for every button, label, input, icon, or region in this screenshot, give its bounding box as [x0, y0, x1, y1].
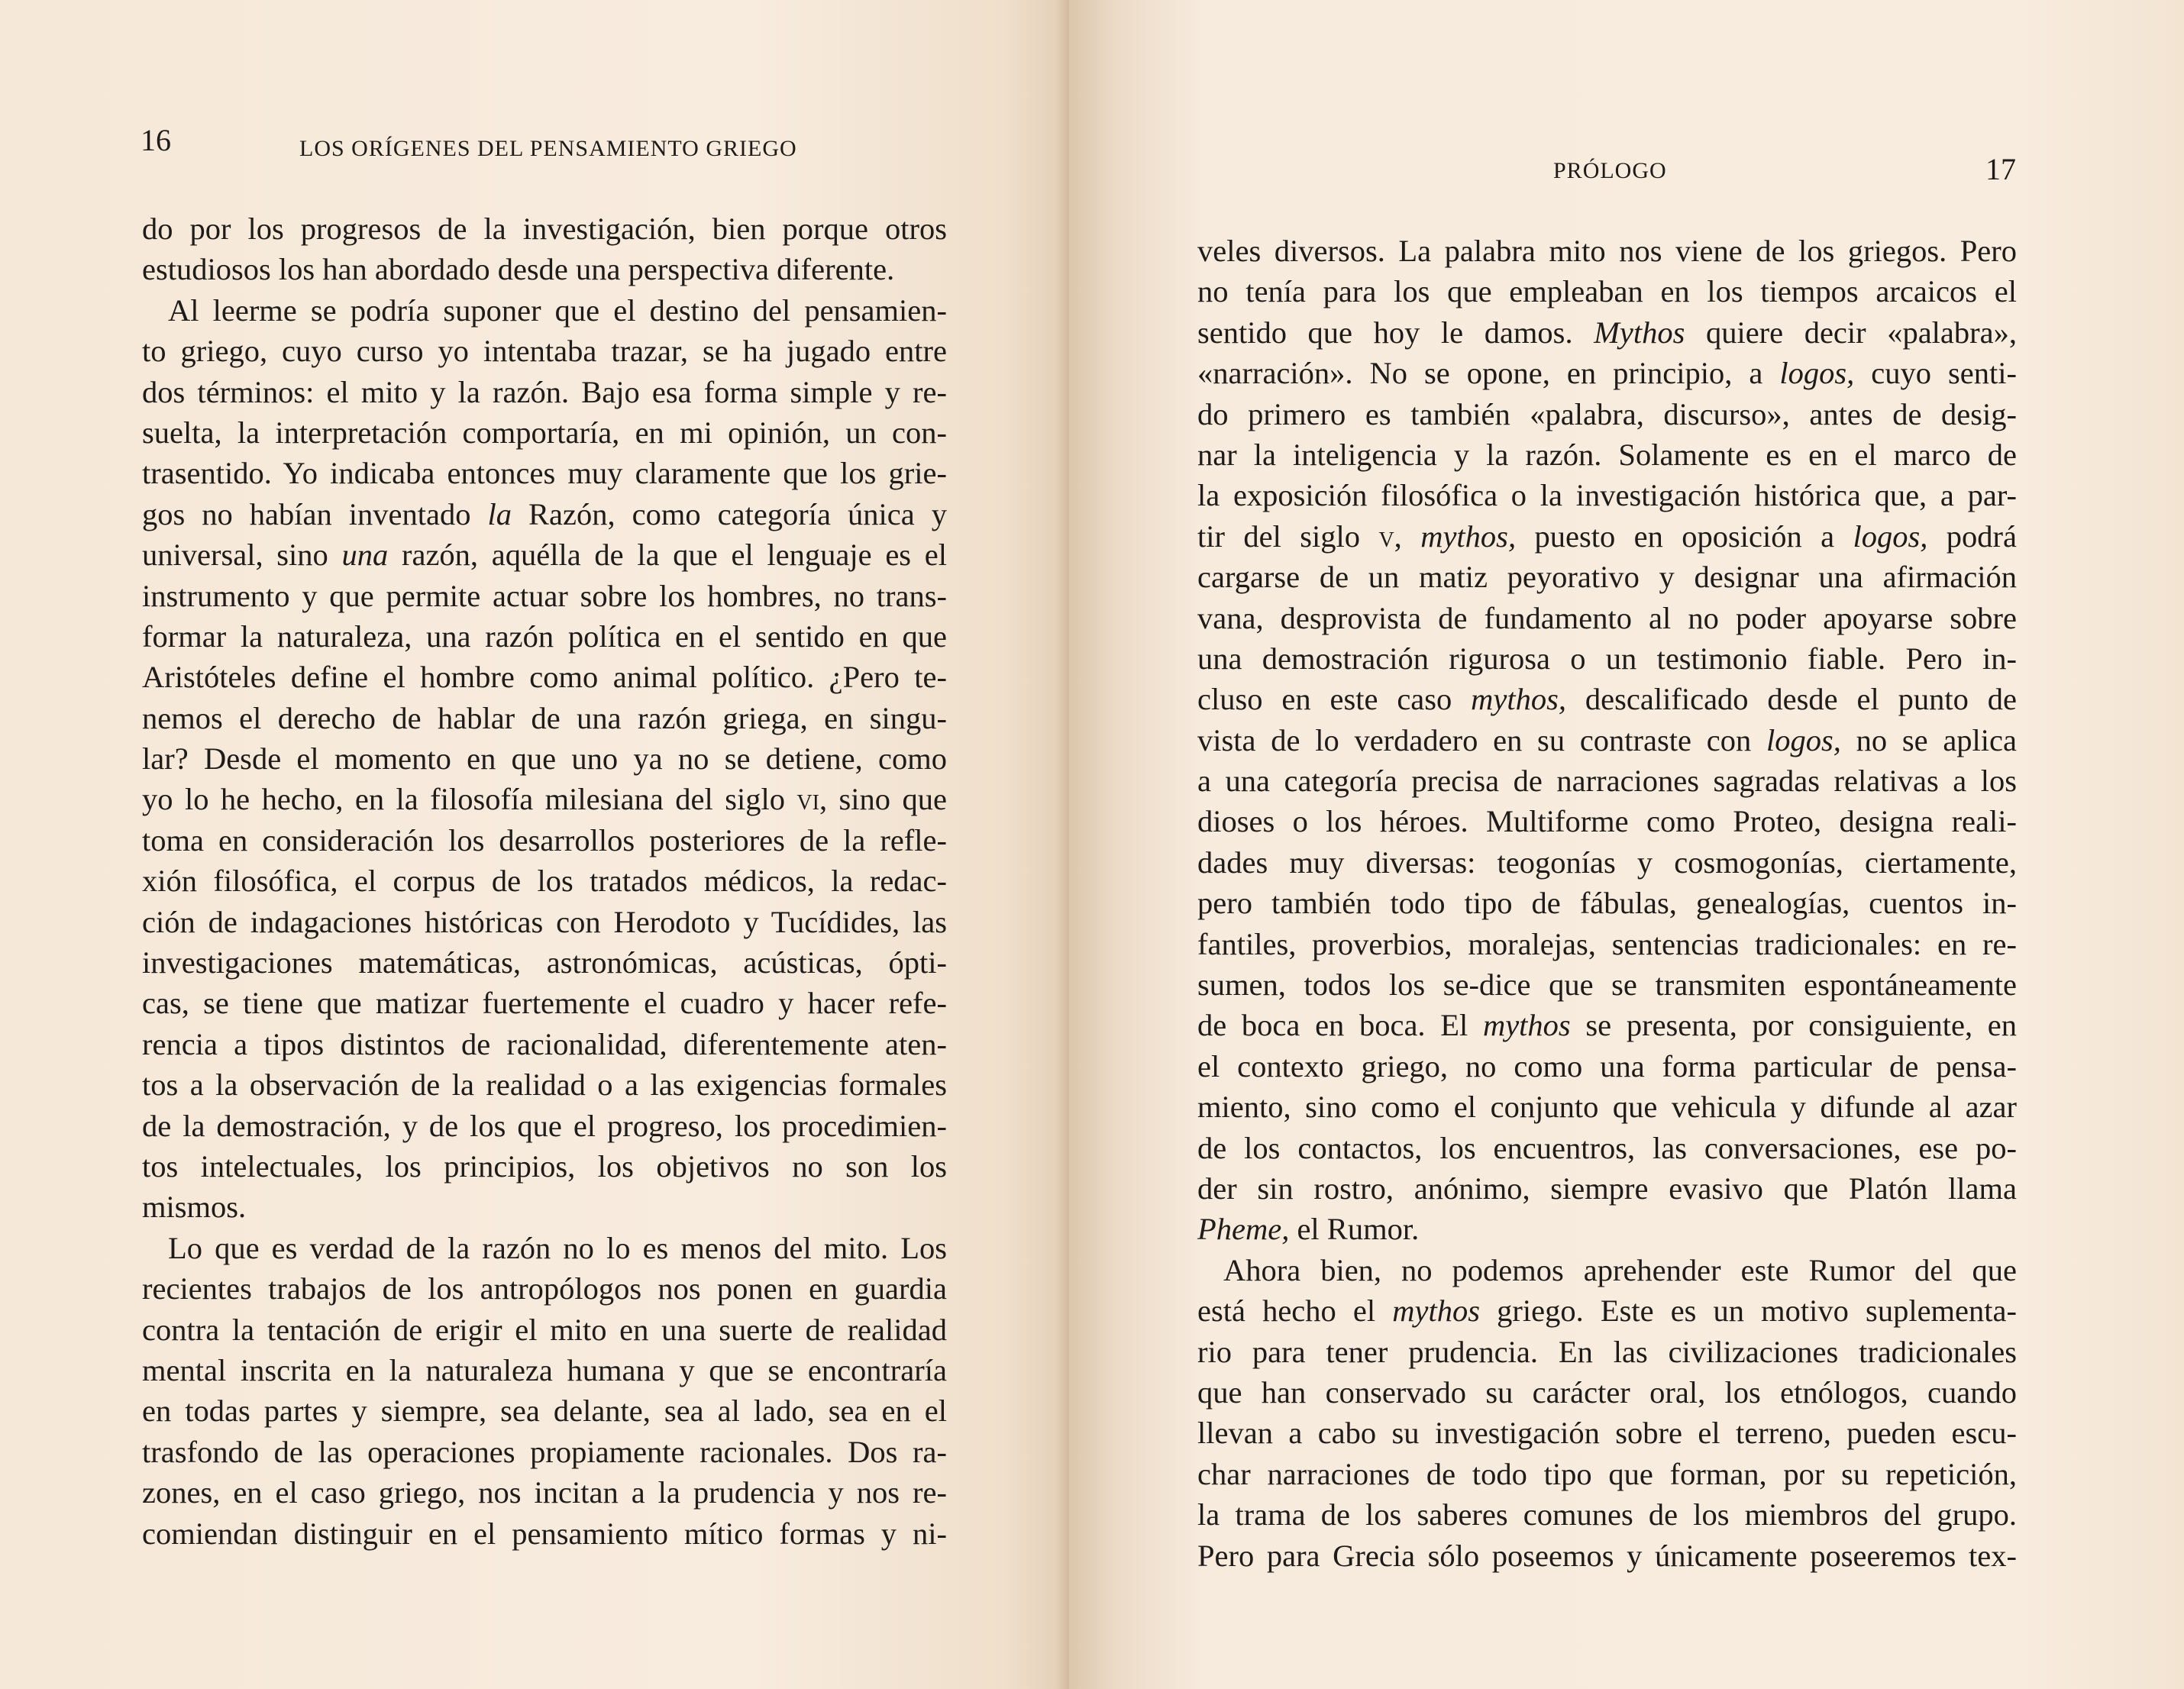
text-line: universal, sino una razón, aquélla de la que el lenguaje es el: [142, 538, 947, 573]
text-line: una demostración rigurosa o un testimonio fiable. Pero in-: [1197, 641, 2017, 676]
text-line: nar la inteligencia y la razón. Solamente es en el marco de: [1197, 437, 2017, 472]
text-line: nemos el derecho de hablar de una razón griega, en singu-: [142, 700, 947, 735]
text-line: estudiosos los han abordado desde una perspectiva diferente.: [142, 252, 895, 287]
right-running-header: PRÓLOGO: [1553, 158, 1667, 183]
text-line: la trama de los saberes comunes de los miembros del grupo.: [1197, 1497, 2017, 1532]
text-line: do por los progresos de la investigación, bien porque otros: [142, 212, 947, 246]
text-line: to griego, cuyo curso yo intentaba trazar, se ha jugado entre: [142, 334, 947, 369]
text-line: cargarse de un matiz peyorativo y designar una afirmación: [1197, 560, 2017, 595]
text-line: der sin rostro, anónimo, siempre evasivo que Platón llama: [1197, 1171, 2017, 1206]
text-line: Lo que es verdad de la razón no lo es menos del mito. Los: [168, 1230, 947, 1265]
text-line: contra la tentación de erigir el mito en una suerte de realidad: [142, 1312, 947, 1347]
text-line: está hecho el mythos griego. Este es un motivo suplementa-: [1197, 1293, 2017, 1329]
text-line: cas, se tiene que matizar fuertemente el cuadro y hacer refe-: [142, 986, 947, 1021]
text-line: mismos.: [142, 1190, 247, 1225]
text-line: vista de lo verdadero en su contraste con logos, no se aplica: [1197, 722, 2018, 757]
text-line: sumen, todos los se-dice que se transmiten espontáneamente: [1197, 967, 2017, 1003]
text-line: recientes trabajos de los antropólogos nos ponen en guardia: [142, 1271, 947, 1306]
text-line: Ahora bien, no podemos aprehender este Rumor del que: [1223, 1252, 2017, 1287]
text-line: rencia a tipos distintos de racionalidad, diferentemente aten-: [142, 1026, 947, 1061]
text-line: no tenía para los que empleaban en los tiempos arcaicos el: [1197, 274, 2017, 309]
text-line: fantiles, proverbios, moralejas, sentencias tradicionales: en re-: [1197, 926, 2017, 961]
text-line: tir del siglo v, mythos, puesto en oposición a logos, podrá: [1197, 518, 2018, 554]
text-line: gos no habían inventado la Razón, como categoría única y: [142, 496, 947, 531]
text-line: dos términos: el mito y la razón. Bajo esa forma simple y re-: [142, 374, 947, 409]
text-line: sentido que hoy le damos. Mythos quiere decir «palabra»,: [1197, 315, 2017, 350]
text-line: de los contactos, los encuentros, las conversaciones, ese po-: [1197, 1130, 2017, 1165]
text-line: de la demostración, y de los que el progreso, los procedimien-: [142, 1108, 947, 1143]
text-line: lar? Desde el momento en que uno ya no se detiene, como: [142, 741, 947, 777]
text-line: zones, en el caso griego, nos incitan a la prudencia y nos re-: [142, 1475, 947, 1510]
text-line: toma en consideración los desarrollos posteriores de la refle-: [142, 822, 947, 857]
text-line: char narraciones de todo tipo que forman, por su repetición,: [1197, 1456, 2017, 1491]
text-line: Pheme, el Rumor.: [1197, 1212, 1420, 1247]
text-line: veles diversos. La palabra mito nos viene de los griegos. Pero: [1197, 234, 2017, 268]
text-line: dioses o los héroes. Multiforme como Proteo, designa reali-: [1197, 804, 2017, 839]
left-body-text: [142, 208, 947, 1554]
text-line: mental inscrita en la naturaleza humana y que se encontraría: [142, 1352, 947, 1387]
text-line: dades muy diversas: teogonías y cosmogonías, ciertamente,: [1197, 844, 2017, 880]
left-page-number: 16: [141, 123, 171, 157]
text-line: en todas partes y siempre, sea delante, sea al lado, sea en el: [142, 1394, 947, 1429]
right-body-text: [1197, 231, 2017, 1576]
left-running-header: LOS ORÍGENES DEL PENSAMIENTO GRIEGO: [299, 136, 797, 161]
text-line: Aristóteles define el hombre como animal político. ¿Pero te-: [142, 660, 947, 695]
text-line: trasfondo de las operaciones propiamente racionales. Dos ra-: [142, 1434, 947, 1469]
right-page: [1069, 0, 2184, 1689]
text-line: suelta, la interpretación comportaría, en mi opinión, un con-: [142, 415, 947, 450]
text-line: miento, sino como el conjunto que vehicula y difunde al azar: [1197, 1090, 2017, 1125]
text-line: el contexto griego, no como una forma particular de pensa-: [1197, 1048, 2017, 1083]
text-line: ción de indagaciones históricas con Herodoto y Tucídides, las: [142, 904, 947, 939]
text-line: «narración». No se opone, en principio, a logos, cuyo senti-: [1197, 356, 2017, 391]
text-line: que han conservado su carácter oral, los etnólogos, cuando: [1197, 1374, 2017, 1410]
text-line: cluso en este caso mythos, descalificado desde el punto de: [1197, 682, 2017, 717]
text-line: rio para tener prudencia. En las civilizaciones tradicionales: [1197, 1334, 2017, 1369]
text-line: formar la naturaleza, una razón política en el sentido en que: [142, 618, 947, 654]
text-line: de boca en boca. El mythos se presenta, por consiguiente, en: [1197, 1008, 2017, 1043]
text-line: trasentido. Yo indicaba entonces muy claramente que los grie-: [142, 456, 947, 491]
text-line: instrumento y que permite actuar sobre los hombres, no trans-: [142, 578, 947, 613]
text-line: pero también todo tipo de fábulas, genealogías, cuentos in-: [1197, 886, 2017, 921]
text-line: xión filosófica, el corpus de los tratados médicos, la redac-: [142, 864, 947, 899]
text-line: vana, desprovista de fundamento al no poder apoyarse sobre: [1197, 600, 2017, 635]
text-line: tos intelectuales, los principios, los objetivos no son los: [142, 1148, 947, 1184]
text-line: do primero es también «palabra, discurso», antes de desig-: [1197, 396, 2017, 431]
left-page: [0, 0, 1069, 1689]
text-line: Al leerme se podría suponer que el destino del pensamien-: [168, 292, 947, 328]
right-page-number: 17: [1985, 152, 2016, 186]
text-line: yo lo he hecho, en la filosofía milesiana del siglo vi, sino que: [142, 782, 947, 817]
text-line: tos a la observación de la realidad o a las exigencias formales: [142, 1067, 947, 1103]
text-line: la exposición filosófica o la investigación histórica que, a par-: [1197, 478, 2017, 513]
text-line: llevan a cabo su investigación sobre el terreno, pueden escu-: [1197, 1416, 2017, 1451]
text-line: a una categoría precisa de narraciones sagradas relativas a los: [1197, 764, 2017, 799]
text-line: investigaciones matemáticas, astronómicas, acústicas, ópti-: [142, 945, 947, 980]
text-line: Pero para Grecia sólo poseemos y únicamente poseeremos tex-: [1197, 1538, 2017, 1573]
text-line: comiendan distinguir en el pensamiento mítico formas y ni-: [142, 1516, 947, 1551]
